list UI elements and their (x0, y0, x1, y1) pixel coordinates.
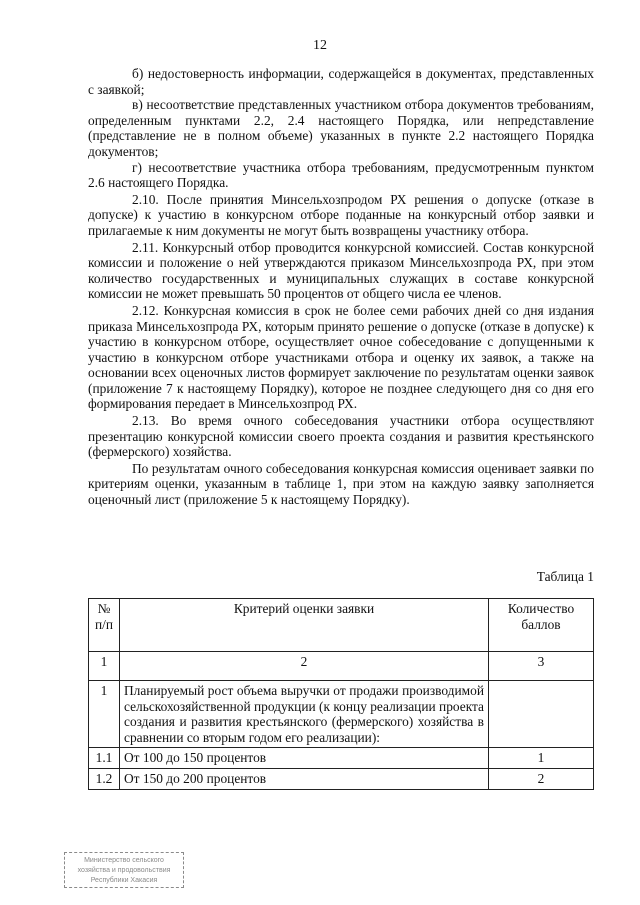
document-stamp (64, 852, 184, 888)
criteria-table (88, 598, 594, 790)
stamp-line: Республики Хакасия (90, 877, 158, 884)
paragraph-2-11: 2.11. Конкурсный отбор проводится конкурсной комиссией. Состав конкурсной комиссии и положение о ней утверждаются приказом Минсельхозпрода РХ, при этом количество государственных и муниципальных служащих в составе конкурсной комиссии не может превышать 50 процентов от общего числа ее членов. (88, 239, 594, 302)
paragraph-2-10: 2.10. После принятия Минсельхозпродом РХ решения о допуске (отказе в допуске) к участию в конкурсном отборе поданные на конкурсный отбор заявки и прилагаемые к ним документы не могут быть возвращены участнику отбора. (88, 191, 594, 238)
stamp-line: Министерство сельского (84, 857, 164, 864)
table-column-numbers-row (89, 652, 594, 681)
header-score: Количество баллов (489, 599, 594, 652)
stamp-line: хозяйства и продовольствия (77, 867, 171, 874)
paragraph-item-v: в) несоответствие представленных участником отбора документов требованиям, определенным пунктами 2.2, 2.4 настоящего Порядка, или непредставление (представление не в полном объеме) указанных в пункте 2.2 настоящего Порядка документов; (88, 97, 594, 159)
page-number: 12 (313, 38, 327, 53)
table-caption: Таблица 1 (536, 569, 594, 584)
header-criterion: Критерий оценки заявки (120, 599, 489, 652)
column-number: 1 (89, 652, 120, 681)
row-num: 1.2 (89, 768, 120, 789)
table-row (89, 768, 594, 789)
row-criterion: Планируемый рост объема выручки от продажи производимой сельскохозяйственной продукции (к концу реализации проекта создания и развития крестьянского (фермерского) хозяйства в сравнении со вторым годом его реализации): (120, 681, 489, 748)
paragraph-item-g: г) несоответствие участника отбора требованиям, предусмотренным пунктом 2.6 настоящего Порядка. (88, 159, 594, 191)
table-row (89, 681, 594, 748)
column-number: 3 (489, 652, 594, 681)
table-header-row (89, 599, 594, 652)
paragraph-results: По результатам очного собеседования конкурсная комиссия оценивает заявки по критериям оценки, указанным в таблице 1, при этом на каждую заявку заполняется оценочный лист (приложение 5 к настоящему Порядку). (88, 460, 594, 508)
table-row (89, 748, 594, 769)
column-number: 2 (120, 652, 489, 681)
paragraph-2-13: 2.13. Во время очного собеседования участники отбора осуществляют презентацию конкурсной комиссии своего проекта создания и развития крестьянского (фермерского) хозяйства. (88, 413, 594, 460)
row-score: 1 (489, 748, 594, 769)
row-criterion: От 100 до 150 процентов (120, 748, 489, 769)
header-num: № п/п (89, 599, 120, 652)
paragraph-item-b: б) недостоверность информации, содержащейся в документах, представленных с заявкой; (88, 66, 594, 97)
row-num: 1.1 (89, 748, 120, 769)
document-body (88, 66, 594, 508)
row-score: 2 (489, 768, 594, 789)
row-score (489, 681, 594, 748)
row-criterion: От 150 до 200 процентов (120, 768, 489, 789)
paragraph-2-12: 2.12. Конкурсная комиссия в срок не более семи рабочих дней со дня издания приказа Минсельхозпрода РХ, которым принято решение о допуске (отказе в допуске) к участию в конкурсном отборе, осуществляет очное собеседование с допущенными к участию в конкурсном отборе участниками отбора и оценку их заявок, а также на основании всех оценочных листов формирует заключение по результатам оценки заявок (приложение 7 к настоящему Порядку), которое не позднее следующего дня со дня его формирования передает в Минсельхозпрод РХ. (88, 302, 594, 412)
row-num: 1 (89, 681, 120, 748)
